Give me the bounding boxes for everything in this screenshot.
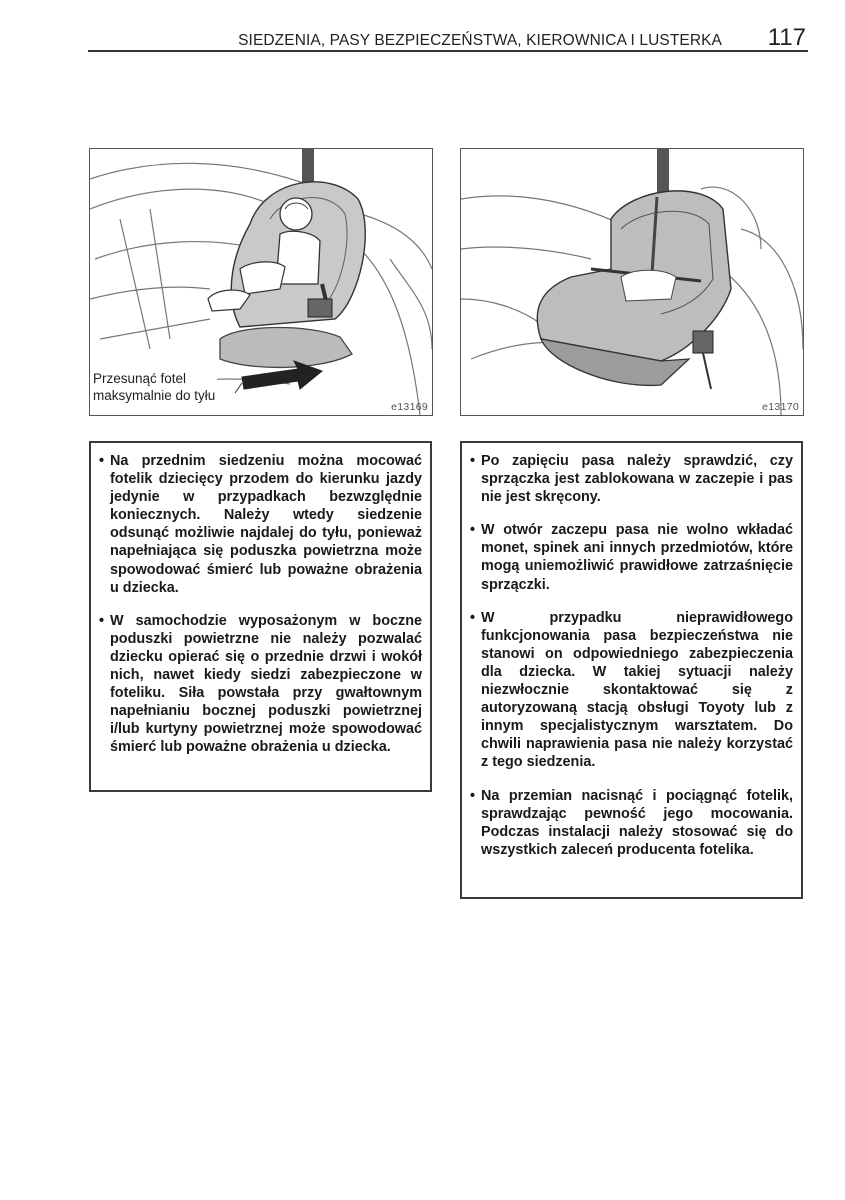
list-item (470, 609, 793, 772)
figure-caption (93, 370, 217, 404)
caption-line-1: Przesunąć fotel (93, 371, 187, 386)
bullet-icon: • (470, 522, 476, 539)
figure-code: e13170 (762, 401, 799, 413)
warning-box-right (460, 441, 803, 899)
list-item (99, 452, 422, 597)
bullet-icon: • (470, 787, 476, 804)
warning-text: W samochodzie wyposażonym w boczne poduszki powietrzne nie należy pozwalać dziecku opierać się o przednie drzwi i wokół nich, nawet kiedy siedzi zabezpieczone w foteliku. Siła powstała przy gwałtownym napełnianiu bocznej poduszki powietrznej i/lub kurtyny powietrznej może spowodować śmierć lub poważne obrażenia u dziecka. (110, 612, 422, 756)
caption-line-2: maksymalnie do tyłu (93, 388, 216, 403)
bullet-icon: • (470, 453, 476, 469)
warning-list (462, 443, 801, 859)
page-header (88, 24, 808, 52)
child-seat-buckle-drawing (461, 149, 803, 415)
figure-code: e13169 (391, 401, 428, 413)
list-item (470, 787, 793, 859)
child-seat-front-facing-illustration (89, 148, 433, 416)
bullet-icon: • (99, 453, 105, 469)
warning-text: W przypadku nieprawidłowego funkcjonowania pasa bezpieczeństwa nie stanowi on odpowiedniego zabezpieczenia dla dziecka. W takiej sytuacji należy niezwłocznie skontaktować się z autoryzowaną stacją obsługi Toyoty lub z innym specjalistycznym warsztatem. Do chwili naprawienia pasa nie należy korzystać z tego siedzenia. (481, 609, 793, 771)
warning-text: W otwór zaczepu pasa nie wolno wkładać monet, spinek ani innych przedmiotów, które mogą uniemożliwić prawidłowe zatrzaśnięcie sprzączki. (481, 522, 793, 593)
page-number: 117 (767, 24, 806, 51)
list-item (99, 612, 422, 757)
warning-text: Na przemian nacisnąć i pociągnąć fotelik, sprawdzając pewność jego mocowania. Podczas instalacji należy stosować się do wszystkich zaleceń producenta fotelika. (481, 787, 793, 858)
warning-text: Na przednim siedzeniu można mocować fotelik dziecięcy przodem do kierunku jazdy jedynie w przypadkach bezwzględnie koniecznych. Należy wtedy siedzenie odsunąć możliwie najdalej do tyłu, ponieważ napełniająca się poduszka powietrzna może spowodować śmierć lub poważne obrażenia u dziecka. (110, 453, 422, 596)
bullet-icon: • (99, 612, 105, 629)
header-divider (88, 50, 808, 52)
bullet-icon: • (470, 609, 476, 626)
list-item (470, 521, 793, 593)
child-seat-buckle-illustration (460, 148, 804, 416)
section-title: SIEDZENIA, PASY BEZPIECZEŃSTWA, KIEROWNICA I LUSTERKA (238, 32, 722, 49)
warning-text: Po zapięciu pasa należy sprawdzić, czy sprzączka jest zablokowana w zaczepie i pas nie jest skręcony. (481, 453, 793, 506)
warning-box-left (89, 441, 432, 792)
warning-list (91, 443, 430, 757)
list-item (470, 452, 793, 506)
